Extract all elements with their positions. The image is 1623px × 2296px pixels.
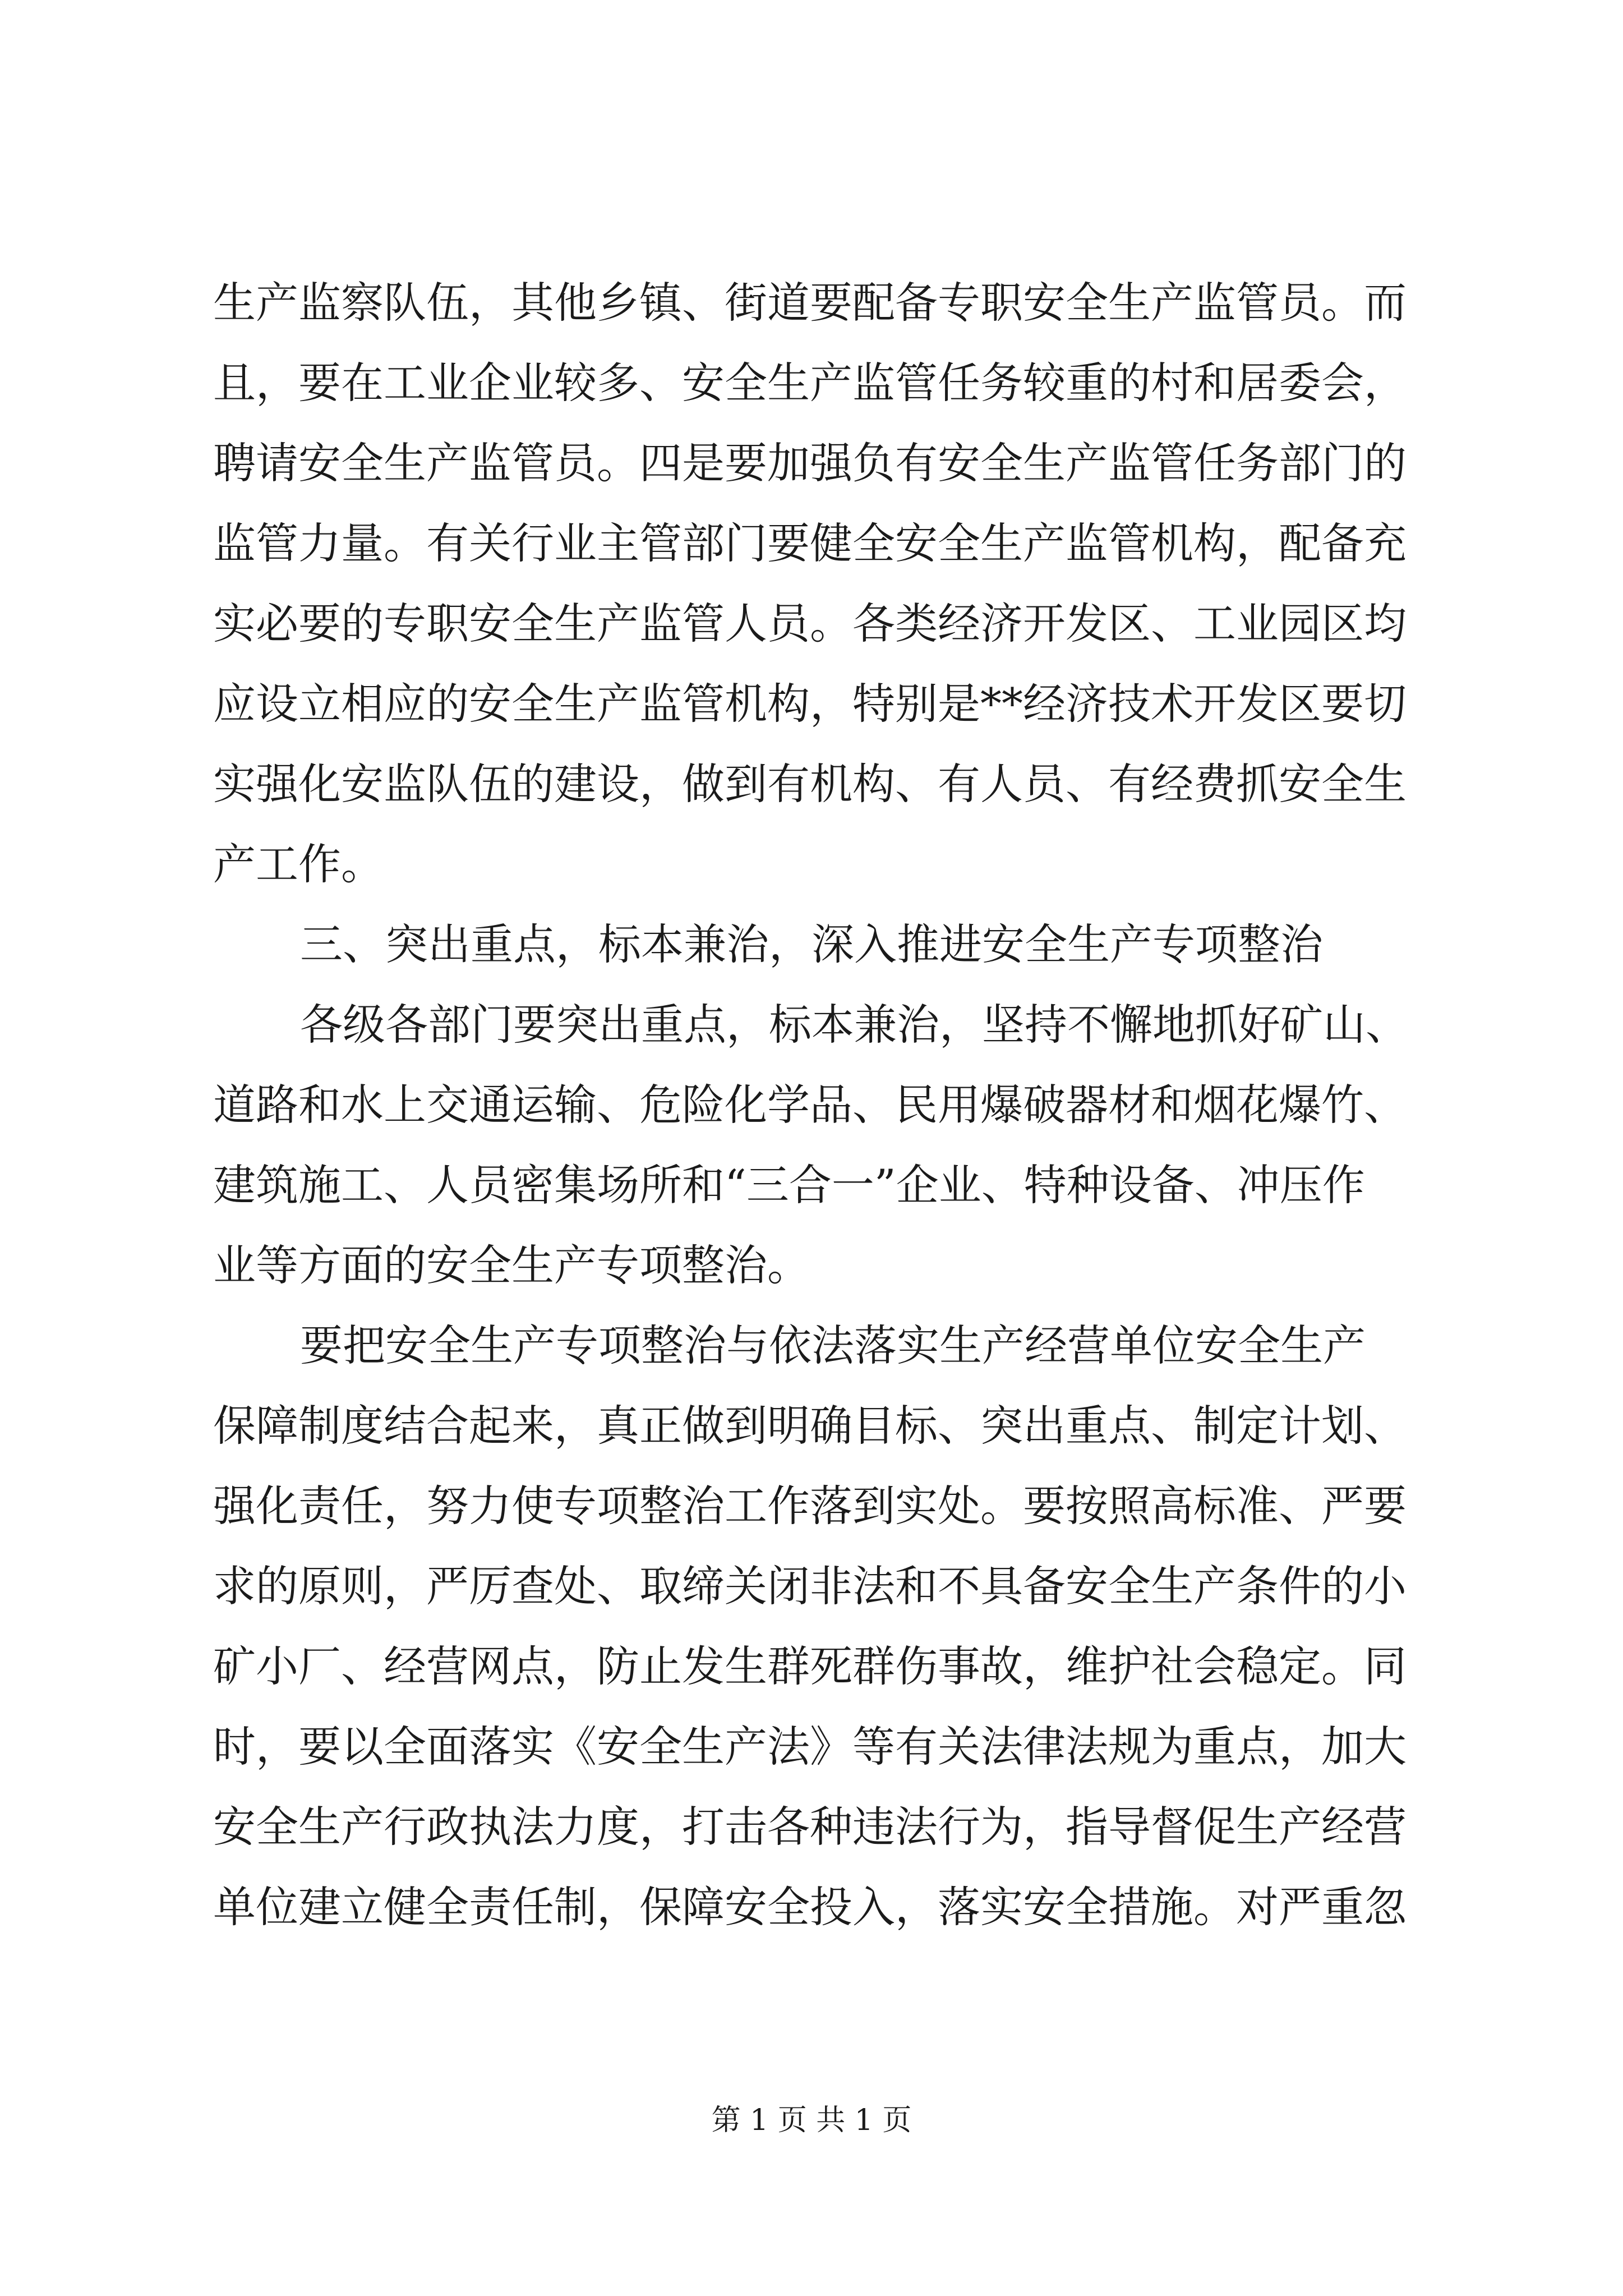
body-line: 求的原则，严厉查处、取缔关闭非法和不具备安全生产条件的小 <box>213 1561 1407 1611</box>
body-line: 要把安全生产专项整治与依法落实生产经营单位安全生产 <box>300 1320 1366 1370</box>
body-line: 应设立相应的安全生产监管机构，特别是**经济技术开发区要切 <box>213 679 1407 729</box>
body-line: 矿小厂、经营网点，防止发生群死群伤事故，维护社会稳定。同 <box>213 1641 1407 1691</box>
body-line: 业等方面的安全生产专项整治。 <box>213 1240 810 1290</box>
document-body <box>213 263 1419 1947</box>
body-line: 单位建立健全责任制，保障安全投入，落实安全措施。对严重忽 <box>213 1882 1407 1932</box>
body-line: 安全生产行政执法力度，打击各种违法行为，指导督促生产经营 <box>213 1802 1407 1852</box>
body-line: 建筑施工、人员密集场所和“三合一”企业、特种设备、冲压作 <box>213 1160 1365 1210</box>
body-line: 各级各部门要突出重点，标本兼治，坚持不懈地抓好矿山、 <box>300 1000 1408 1050</box>
body-line: 保障制度结合起来，真正做到明确目标、突出重点、制定计划、 <box>213 1401 1407 1451</box>
body-line: 生产监察队伍，其他乡镇、街道要配备专职安全生产监管员。而 <box>213 278 1407 328</box>
body-line: 实必要的专职安全生产监管人员。各类经济开发区、工业园区均 <box>213 599 1407 648</box>
body-line: 时，要以全面落实《安全生产法》等有关法律法规为重点，加大 <box>213 1722 1407 1772</box>
body-line: 且，要在工业企业较多、安全生产监管任务较重的村和居委会， <box>213 358 1407 408</box>
section-heading: 三、突出重点，标本兼治，深入推进安全生产专项整治 <box>300 919 1323 969</box>
body-line: 实强化安监队伍的建设，做到有机构、有人员、有经费抓安全生 <box>213 759 1407 809</box>
body-line: 强化责任，努力使专项整治工作落到实处。要按照高标准、严要 <box>213 1481 1407 1531</box>
body-line: 产工作。 <box>213 839 384 889</box>
body-line: 监管力量。有关行业主管部门要健全安全生产监管机构，配备充 <box>213 518 1407 568</box>
page-footer: 第 1 页 共 1 页 <box>711 2104 912 2137</box>
body-line: 道路和水上交通运输、危险化学品、民用爆破器材和烟花爆竹、 <box>213 1080 1407 1130</box>
body-line: 聘请安全生产监管员。四是要加强负有安全生产监管任务部门的 <box>213 438 1407 488</box>
